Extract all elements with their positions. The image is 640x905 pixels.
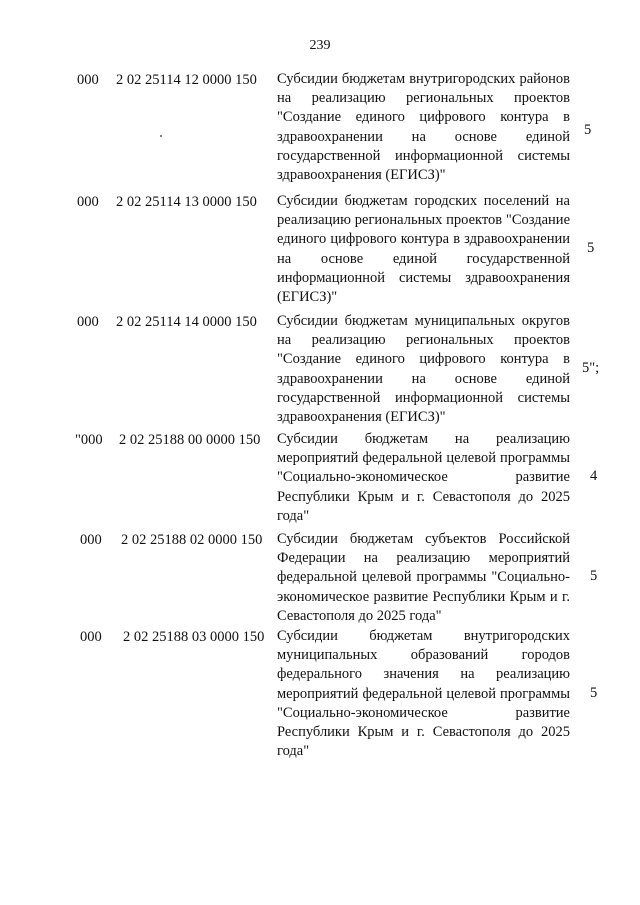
row-description: Субсидии бюджетам субъектов Российской Федерации на реализацию мероприятий федеральной целевой программы "Социально-экономическое развитие Республики Крым и г. Севастополя до 2025 года" — [277, 531, 570, 624]
row-code: 000 — [77, 194, 99, 210]
row-description: Субсидии бюджетам на реализацию мероприятий федеральной целевой программы "Социально-экономическое развитие Республики Крым и г. Севастополя до 2025 года" — [277, 431, 570, 524]
scan-speck — [160, 135, 162, 137]
row-code: 000 — [77, 314, 99, 330]
row-code: 000 — [77, 72, 99, 88]
budget-classification-code: 2 02 25188 03 0000 150 — [123, 629, 265, 645]
row-description: Субсидии бюджетам муниципальных округов на реализацию региональных проектов "Создание единого цифрового контура в здравоохранении на основе единой государственной информационной системы здравоохранения (ЕГИСЗ)" — [277, 313, 570, 426]
budget-classification-code: 2 02 25114 13 0000 150 — [116, 194, 257, 210]
budget-classification-code: 2 02 25188 02 0000 150 — [121, 532, 263, 548]
budget-classification-code: 2 02 25114 12 0000 150 — [116, 72, 257, 88]
row-amount: 5 — [587, 240, 595, 256]
row-amount: 4 — [590, 468, 598, 484]
budget-classification-code: 2 02 25114 14 0000 150 — [116, 314, 257, 330]
row-description: Субсидии бюджетам внутригородских районов на реализацию региональных проектов "Создание единого цифрового контура в здравоохранении на основе единой государственной информационной системы здравоохранения (ЕГИСЗ)" — [277, 71, 570, 184]
row-code: 000 — [80, 532, 102, 548]
row-description: Субсидии бюджетам городских поселений на реализацию региональных проектов "Создание единого цифрового контура в здравоохранении на основе единой государственной информационной системы здравоохранения (ЕГИСЗ)" — [277, 193, 570, 306]
page-number: 239 — [309, 38, 331, 53]
budget-classification-code: 2 02 25188 00 0000 150 — [119, 432, 261, 448]
row-amount: 5"; — [582, 360, 600, 376]
row-amount: 5 — [584, 122, 592, 138]
row-code: "000 — [75, 432, 103, 448]
row-amount: 5 — [590, 685, 598, 701]
row-amount: 5 — [590, 568, 598, 584]
row-description: Субсидии бюджетам внутригородских муниципальных образований городов федерального значения на реализацию мероприятий федеральной целевой программы "Социально-экономическое развитие Республики Крым и г. Севастополя до 2025 года" — [277, 628, 570, 760]
row-code: 000 — [80, 629, 102, 645]
